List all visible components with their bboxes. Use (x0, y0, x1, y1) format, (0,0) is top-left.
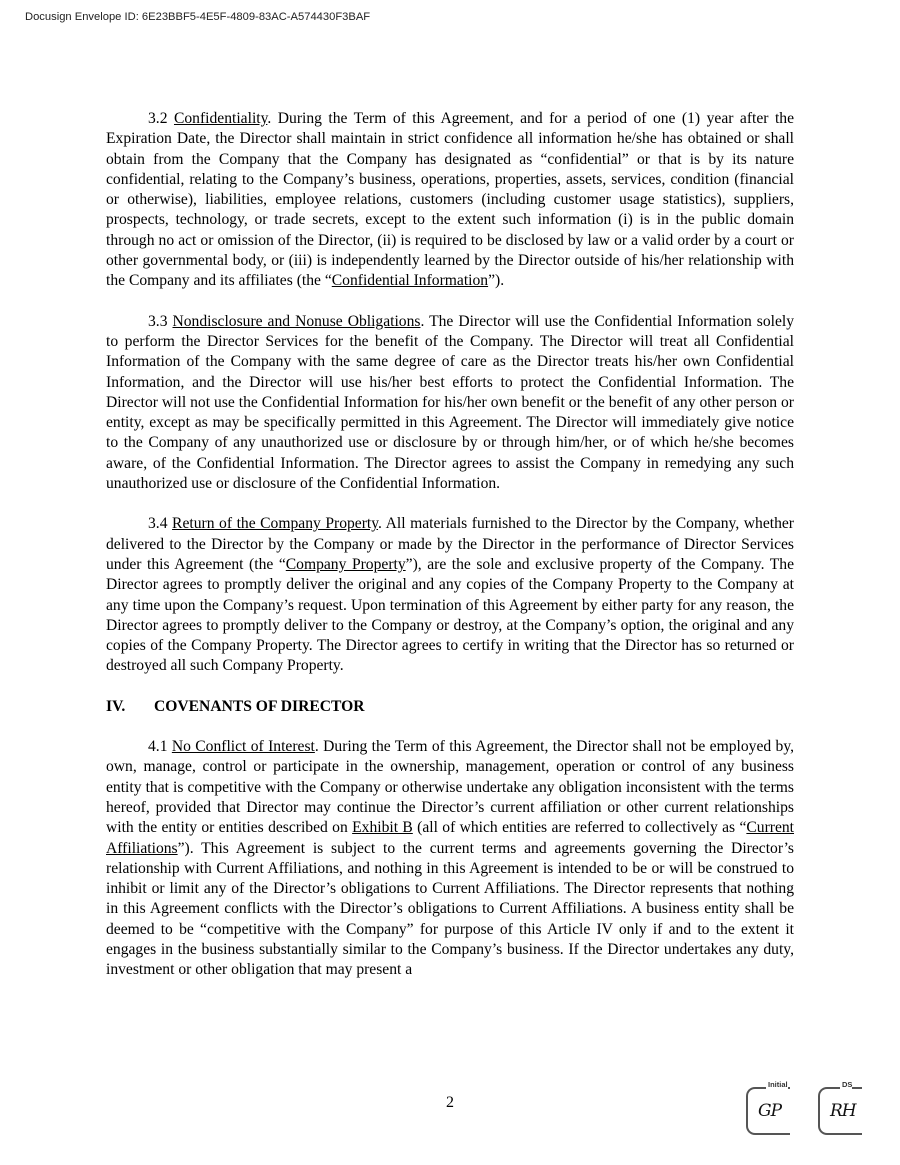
section-text: (all of which entities are referred to collectively as “ (412, 819, 747, 837)
article-title: COVENANTS OF DIRECTOR (154, 697, 365, 715)
exhibit-reference: Exhibit B (352, 819, 413, 837)
section-title: Confidentiality (173, 110, 268, 127)
section-number: 3.2 (148, 110, 174, 127)
section-title: Return of the Company Property (172, 515, 379, 533)
article-number: IV. (106, 697, 126, 715)
docusign-envelope-id: Docusign Envelope ID: 6E23BBF5-4E5F-4809-83AC-A574430F3BAF (25, 11, 371, 23)
section-3-4-return-of-property (106, 514, 794, 676)
document-page (106, 109, 794, 1001)
page-number: 2 (446, 1094, 454, 1111)
defined-term: Company Property (285, 555, 406, 573)
stamp-label: Initial (768, 1080, 788, 1089)
section-4-1-no-conflict (106, 737, 794, 981)
section-text: . All materials furnished to the Director by the Company, whether delivered to the Director by the Company or made by the Director in the performance of Director Services under this Agreement (the “ (106, 515, 794, 573)
section-number: 3.3 (148, 312, 173, 330)
defined-term: Current Affiliations (106, 819, 795, 857)
section-text: . The Director will use the Confidential Information solely to perform the Director Services for the benefit of the Company. The Director will treat all Confidential Information of the Company with the same degree of care as the Director treats his/her own Confidential Information, and the Director will use his/her best efforts to protect the Confidential Information. The Director will not use the Confidential Information for his/her own benefit or the benefit of any other person or entity, except as may be specifically permitted in this Agreement. The Director will immediately give notice to the Company of any unauthorized use or disclosure by or through him/her, or of which he/she becomes aware, of the Confidential Information. The Director agrees to assist the Company in remedying any such unauthorized use or disclosure of the Confidential Information. (106, 312, 794, 493)
section-title: Nondisclosure and Nonuse Obligations (172, 312, 421, 330)
section-text: ”). This Agreement is subject to the current terms and agreements governing the Director’s relationship with Current Affiliations, and nothing in this Agreement is intended to be or will be construed to inhibit or limit any of the Director’s obligations to Current Affiliations. The Director represents that nothing in this Agreement conflicts with the Director’s obligations to Current Affiliations. A business entity shall be deemed to be “competitive with the Company” for purpose of this Article IV only if and to the extent it engages in the business substantially similar to the Company’s business. If the Director undertakes any duty, investment or other obligation that may present a (106, 839, 794, 979)
initials-signature: GP (758, 1101, 782, 1121)
section-3-3-nondisclosure (106, 312, 794, 495)
section-text: ”). (488, 272, 505, 290)
stamp-label: DS (842, 1080, 853, 1089)
section-text: . During the Term of this Agreement, the Director shall not be employed by, own, manage, control or participate in the ownership, management, operation or control of any business entity that is competitive with the Company or otherwise undertake any obligation inconsistent with the terms hereof, provided that Director may continue the Director’s current affiliation or other current relationships with the entity or entities described on (106, 738, 795, 837)
ds-stamp (818, 1080, 862, 1135)
section-text: ”), are the sole and exclusive property of the Company. The Director agrees to promptly deliver the original and any copies of the Company Property to the Company at any time upon the Company’s request. Upon termination of this Agreement by either party for any reason, the Director agrees to promptly deliver to the Company or destroy, at the Company’s option, the original and any copies of the Company Property. The Director agrees to certify in writing that the Director has so returned or destroyed all such Company Property. (106, 555, 794, 675)
defined-term: Confidential Information (331, 272, 489, 290)
section-number: 3.4 (148, 515, 173, 533)
section-title: No Conflict of Interest (171, 738, 315, 756)
article-heading (106, 697, 794, 717)
section-number: 4.1 (148, 738, 172, 756)
section-text: . During the Term of this Agreement, and for a period of one (1) year after the Expiration Date, the Director shall maintain in strict confidence all information he/she has obtained or shall obtain from the Company that the Company has designated as “confidential” or that is by its nature confidential, relating to the Company’s business, operations, properties, assets, services, condition (financial or otherwise), liabilities, employee relations, customers (including customer usage statistics), suppliers, prospects, technology, or trade secrets, except to the extent such information (i) is in the public domain through no act or omission of the Director, (ii) is required to be disclosed by law or a valid order by a court or other governmental body, or (iii) is independently learned by the Director outside of his/her relationship with the Company and its affiliates (the “ (106, 110, 795, 290)
section-3-2-confidentiality (106, 109, 794, 292)
initials-signature: RH (830, 1101, 856, 1121)
initial-stamp (746, 1080, 790, 1135)
